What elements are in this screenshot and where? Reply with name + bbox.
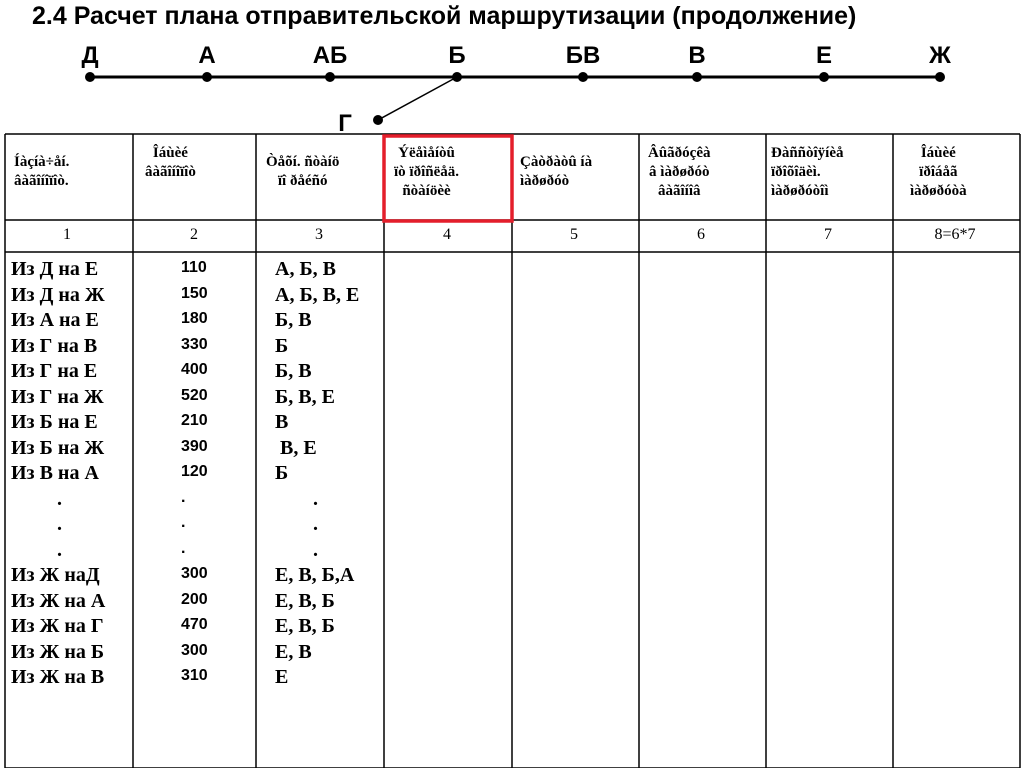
row-destination: Из Ж на В	[11, 666, 105, 688]
row-tech-stations: Б	[275, 462, 289, 484]
row-tech-stations: .	[313, 538, 318, 561]
row-destination: Из Ж на Б	[11, 640, 105, 663]
row-destination: Из А на Е	[11, 309, 99, 331]
station-label: БВ	[565, 42, 601, 69]
row-destination: Из Д на Ж	[11, 283, 105, 306]
row-destination: Из Г на В	[11, 334, 98, 357]
row-flow: .	[181, 488, 186, 506]
row-destination: .	[57, 513, 62, 535]
station-label: Д	[81, 42, 99, 69]
row-destination: Из Г на Е	[11, 360, 98, 382]
row-flow: 210	[181, 412, 208, 429]
row-tech-stations: Б	[275, 334, 289, 357]
row-tech-stations: Б, В	[275, 309, 312, 331]
row-tech-stations: Е, В	[275, 640, 312, 663]
station-label: Ж	[929, 42, 951, 69]
row-tech-stations: Е, В, Б,А	[275, 564, 355, 586]
column-number-6: 6	[697, 226, 705, 243]
header-unloading: Âûãðóçêà â ìàðøðóò âàãîíîâ	[648, 145, 711, 199]
column-flows	[181, 257, 208, 691]
row-destination: .	[57, 487, 62, 510]
row-flow: 300	[181, 565, 208, 582]
row-destination: Из Б на Е	[11, 411, 98, 433]
row-destination: Из В на А	[11, 462, 99, 484]
station-label: А	[198, 42, 216, 69]
row-flow: 110	[181, 259, 207, 276]
row-flow: 120	[181, 463, 208, 480]
column-number-2: 2	[190, 226, 198, 243]
row-flow: 330	[181, 335, 208, 353]
row-flow: 390	[181, 437, 208, 455]
row-flow: 300	[181, 641, 208, 659]
row-flow: 520	[181, 386, 208, 404]
row-tech-stations: Е, В, Б	[275, 615, 335, 637]
column-number-8: 8=6*7	[934, 226, 976, 243]
row-tech-stations: А, Б, В	[275, 258, 337, 280]
row-destination: Из Ж наД	[11, 564, 100, 586]
column-tech-stations	[275, 257, 359, 691]
column-destinations	[11, 257, 105, 691]
row-tech-stations: .	[313, 513, 318, 535]
row-tech-stations: .	[313, 487, 318, 510]
row-destination: Из Г на Ж	[11, 385, 104, 408]
row-tech-stations: В	[275, 411, 289, 433]
column-number-3: 3	[315, 226, 323, 243]
row-flow: 400	[181, 361, 208, 378]
row-destination: Из Ж на Г	[11, 615, 104, 637]
row-tech-stations: Е, В, Б	[275, 589, 335, 612]
row-destination: .	[57, 538, 62, 561]
page-title: 2.4 Расчет плана отправительской маршрутизации (продолжение)	[32, 2, 857, 30]
header-distance: Ðàññòîÿíèå ïðîõîäèì. ìàðøðóòîì	[771, 145, 844, 199]
column-number-5: 5	[570, 226, 578, 243]
row-flow: 310	[181, 667, 208, 684]
row-flow: 180	[181, 310, 208, 327]
header-total-flow: Îáùèé âàãîíîïîò	[145, 145, 196, 180]
column-number-7: 7	[824, 226, 832, 243]
row-tech-stations: Б, В	[275, 360, 312, 382]
row-flow: 470	[181, 616, 208, 633]
station-label-g: Г	[338, 110, 352, 137]
row-flow: .	[181, 514, 186, 531]
row-destination: Из Ж на А	[11, 589, 106, 612]
row-tech-stations: Б, В, Е	[275, 385, 335, 408]
station-label: Б	[448, 42, 466, 69]
column-number-4: 4	[443, 226, 451, 243]
row-flow: 200	[181, 590, 208, 608]
station-label: Е	[815, 42, 833, 69]
header-elements: Ýëåìåíòû ïò ïðîñëåä. ñòàíöèè	[394, 145, 460, 199]
row-tech-stations: В, Е	[275, 436, 317, 459]
row-tech-stations: Е	[275, 666, 289, 688]
header-tech-station: Òåõí. ñòàíö ïî ðåéñó	[266, 154, 340, 189]
row-flow: 150	[181, 284, 208, 302]
station-label: В	[688, 42, 706, 69]
row-destination: Из Б на Ж	[11, 436, 105, 459]
station-label: АБ	[312, 42, 348, 69]
header-total-run: Îáùèé ïðîáåã ìàðøðóòà	[910, 145, 967, 199]
header-destination: Íàçíà÷åí. âàãîíîïîò.	[14, 154, 70, 189]
row-tech-stations: А, Б, В, Е	[275, 283, 360, 306]
column-number-1: 1	[63, 226, 71, 243]
row-flow: .	[181, 539, 186, 557]
row-destination: Из Д на Е	[11, 258, 99, 280]
header-costs: Çàòðàòû íà ìàðøðóò	[520, 154, 593, 189]
